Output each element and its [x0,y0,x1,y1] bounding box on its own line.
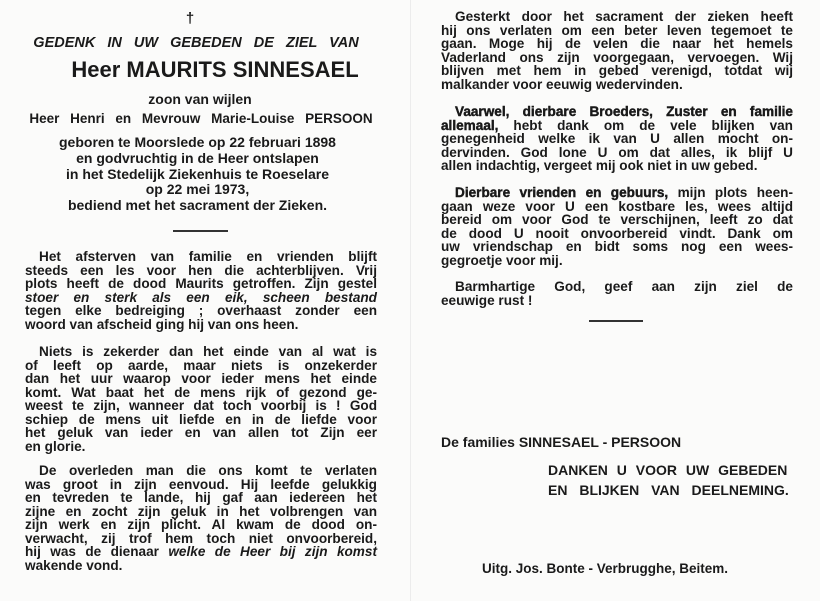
text-line [441,280,793,294]
text-segment: steeds een les voor hen die achterblijven. Vrij [25,262,377,278]
text-line [25,518,377,532]
paragraph [25,464,377,572]
text-segment: tegen elke bedreiging ; overhaast zonder een [25,303,377,318]
text-line [25,478,377,492]
text-segment: wakende vond. [25,557,123,573]
paragraph [441,280,793,307]
text-line [25,264,377,278]
thanks-line-1: DANKEN U VOOR UW GEBEDEN [548,462,788,478]
text-line [25,386,377,400]
text-line [25,399,377,413]
text-line [441,240,793,254]
text-line [25,318,377,332]
birth-line: geboren te Moorslede op 22 februari 1898 [59,134,336,150]
paragraph [25,345,377,453]
text-segment: en tevreden te lande, hij gaf aan iedereen het [25,490,377,505]
text-segment: Barmhartige God, geef aan zijn ziel de [455,279,793,294]
text-segment: stoer en sterk als een eik, scheen bestand [25,289,377,305]
text-segment: De overleden man die ons komt te verlaten [39,463,377,478]
paragraph [25,250,377,331]
divider [589,320,643,322]
text-segment: Vaarwel, dierbare Broeders, Zuster en familie [455,104,793,119]
text-segment: allemaal, [441,117,499,133]
text-line [25,440,377,454]
text-line [441,24,793,38]
text-line [25,426,377,440]
text-segment: of leeft op aarde, maar niets is onzekerder [25,357,377,373]
text-segment: gaan weze voor U een kostbare les, wees altijd [441,198,793,214]
text-segment: verwacht, zij trof hem toch niet onvoorbereid, [25,530,377,546]
text-segment: zijn werk en zijn plicht. Al kwam de dood on- [25,517,377,532]
text-line [441,105,793,119]
text-segment: gaan. Moge hij de velen die naar het hemels [441,36,793,51]
text-segment: Dierbare vrienden en gebuurs, [455,185,669,200]
cross-icon: † [185,10,195,27]
text-line [441,132,793,146]
text-segment: Niets is zekerder dan het einde van al wat is [39,344,377,359]
text-segment: eeuwige rust ! [441,292,533,308]
deceased-name: Heer MAURITS SINNESAEL [71,57,359,82]
text-segment: uw vriendschap en bidt soms nog een wees- [441,239,793,254]
text-line [441,213,793,227]
text-segment: dervinden. God lone U om dat alles, ik blijf U [441,144,793,160]
paragraph [441,10,793,91]
text-line [441,119,793,133]
text-line [25,532,377,546]
text-line [25,491,377,505]
text-line [25,304,377,318]
text-segment: gegroetje voor mij. [441,252,563,268]
text-line [25,277,377,291]
text-segment: Het afsterven van familie en vrienden blijft [39,249,377,264]
paragraph [441,105,793,173]
text-segment: schiep de mens uit liefde en in de liefde voor [25,411,377,427]
text-segment: dan het uur waarop voor ieder mens het einde [25,371,377,386]
text-segment: allen indachtig, vergeet mij ook niet in uw gebed. [441,158,758,173]
text-segment: malkander voor eeuwig wedervinden. [441,76,683,92]
text-line [441,78,793,92]
memorial-heading: GEDENK IN UW GEBEDEN DE ZIEL VAN [33,35,359,51]
sacrament-line: bediend met het sacrament der Zieken. [67,197,328,213]
text-segment: het geluk van ieder en van allen tot Zijn eer [25,425,377,440]
text-line [25,291,377,305]
text-line [441,186,793,200]
text-line [25,413,377,427]
text-line [441,159,793,173]
text-segment: blijven met hem in gebed verenigd, totdat wij [441,63,793,78]
text-line [441,294,793,308]
text-segment: welke de Heer bij zijn komst [168,544,377,559]
text-segment: de dood U nooit onvoorbereid vindt. Dank om [441,225,793,241]
text-segment: was groot in zijn eenvoud. Hij leefde gelukkig [25,476,377,492]
text-segment: mijn plots heen- [668,185,793,200]
text-segment: komt. Wat baat het de mens rijk of gezond ge- [25,384,377,400]
text-line [441,37,793,51]
text-segment: woord van afscheid ging hij van ons heen. [25,316,299,332]
text-segment: hij was de dienaar [25,544,169,559]
death-line: en godvruchtig in de Heer ontslapen [76,150,319,166]
place-line: in het Stedelijk Ziekenhuis te Roeselare [66,166,329,182]
text-line [441,10,793,24]
text-line [441,227,793,241]
text-line [441,200,793,214]
families-line: De families SINNESAEL - PERSOON [441,434,682,450]
text-line [25,372,377,386]
text-line [441,146,793,160]
text-segment: Vaderland ons zijn voorgegaan, vervoegen. Wij [441,49,793,65]
text-segment: Gesterkt door het sacrament der zieken heeft [455,9,793,24]
paragraph [441,186,793,267]
right-page [410,0,820,601]
text-line [441,254,793,268]
text-segment: hij ons verlaten om een beter leven tegemoet te [441,22,793,38]
text-line [25,505,377,519]
divider [173,230,228,232]
text-line [25,359,377,373]
text-segment: genegenheid welke ik van U allen mocht on- [441,131,793,146]
text-segment: plots heeft de dood Maurits getroffen. Zijn gestel [25,276,377,291]
text-segment: zijne en zocht zijn geluk in het volbrengen van [25,503,377,519]
parents-names: Heer Henri en Mevrouw Marie-Louise PERSOON [29,111,373,126]
son-of-label: zoon van wijlen [148,91,252,107]
text-segment: en glorie. [25,438,86,454]
text-line [441,64,793,78]
printer-line: Uitg. Jos. Bonte - Verbrugghe, Beitem. [482,561,729,576]
text-line [441,51,793,65]
death-date-line: op 22 mei 1973, [145,181,250,197]
text-line [25,464,377,478]
text-segment: weest te zijn, wanneer dat toch voorbij is ! God [25,398,377,413]
text-segment: bereid om voor God te verschijnen, leeft zo dat [441,212,793,227]
thanks-line-2: EN BLIJKEN VAN DEELNEMING. [548,482,789,498]
text-line [25,345,377,359]
text-line [25,545,377,559]
text-segment: hebt dank om de vele blijken van [498,117,793,133]
text-line [25,250,377,264]
text-line [25,559,377,573]
